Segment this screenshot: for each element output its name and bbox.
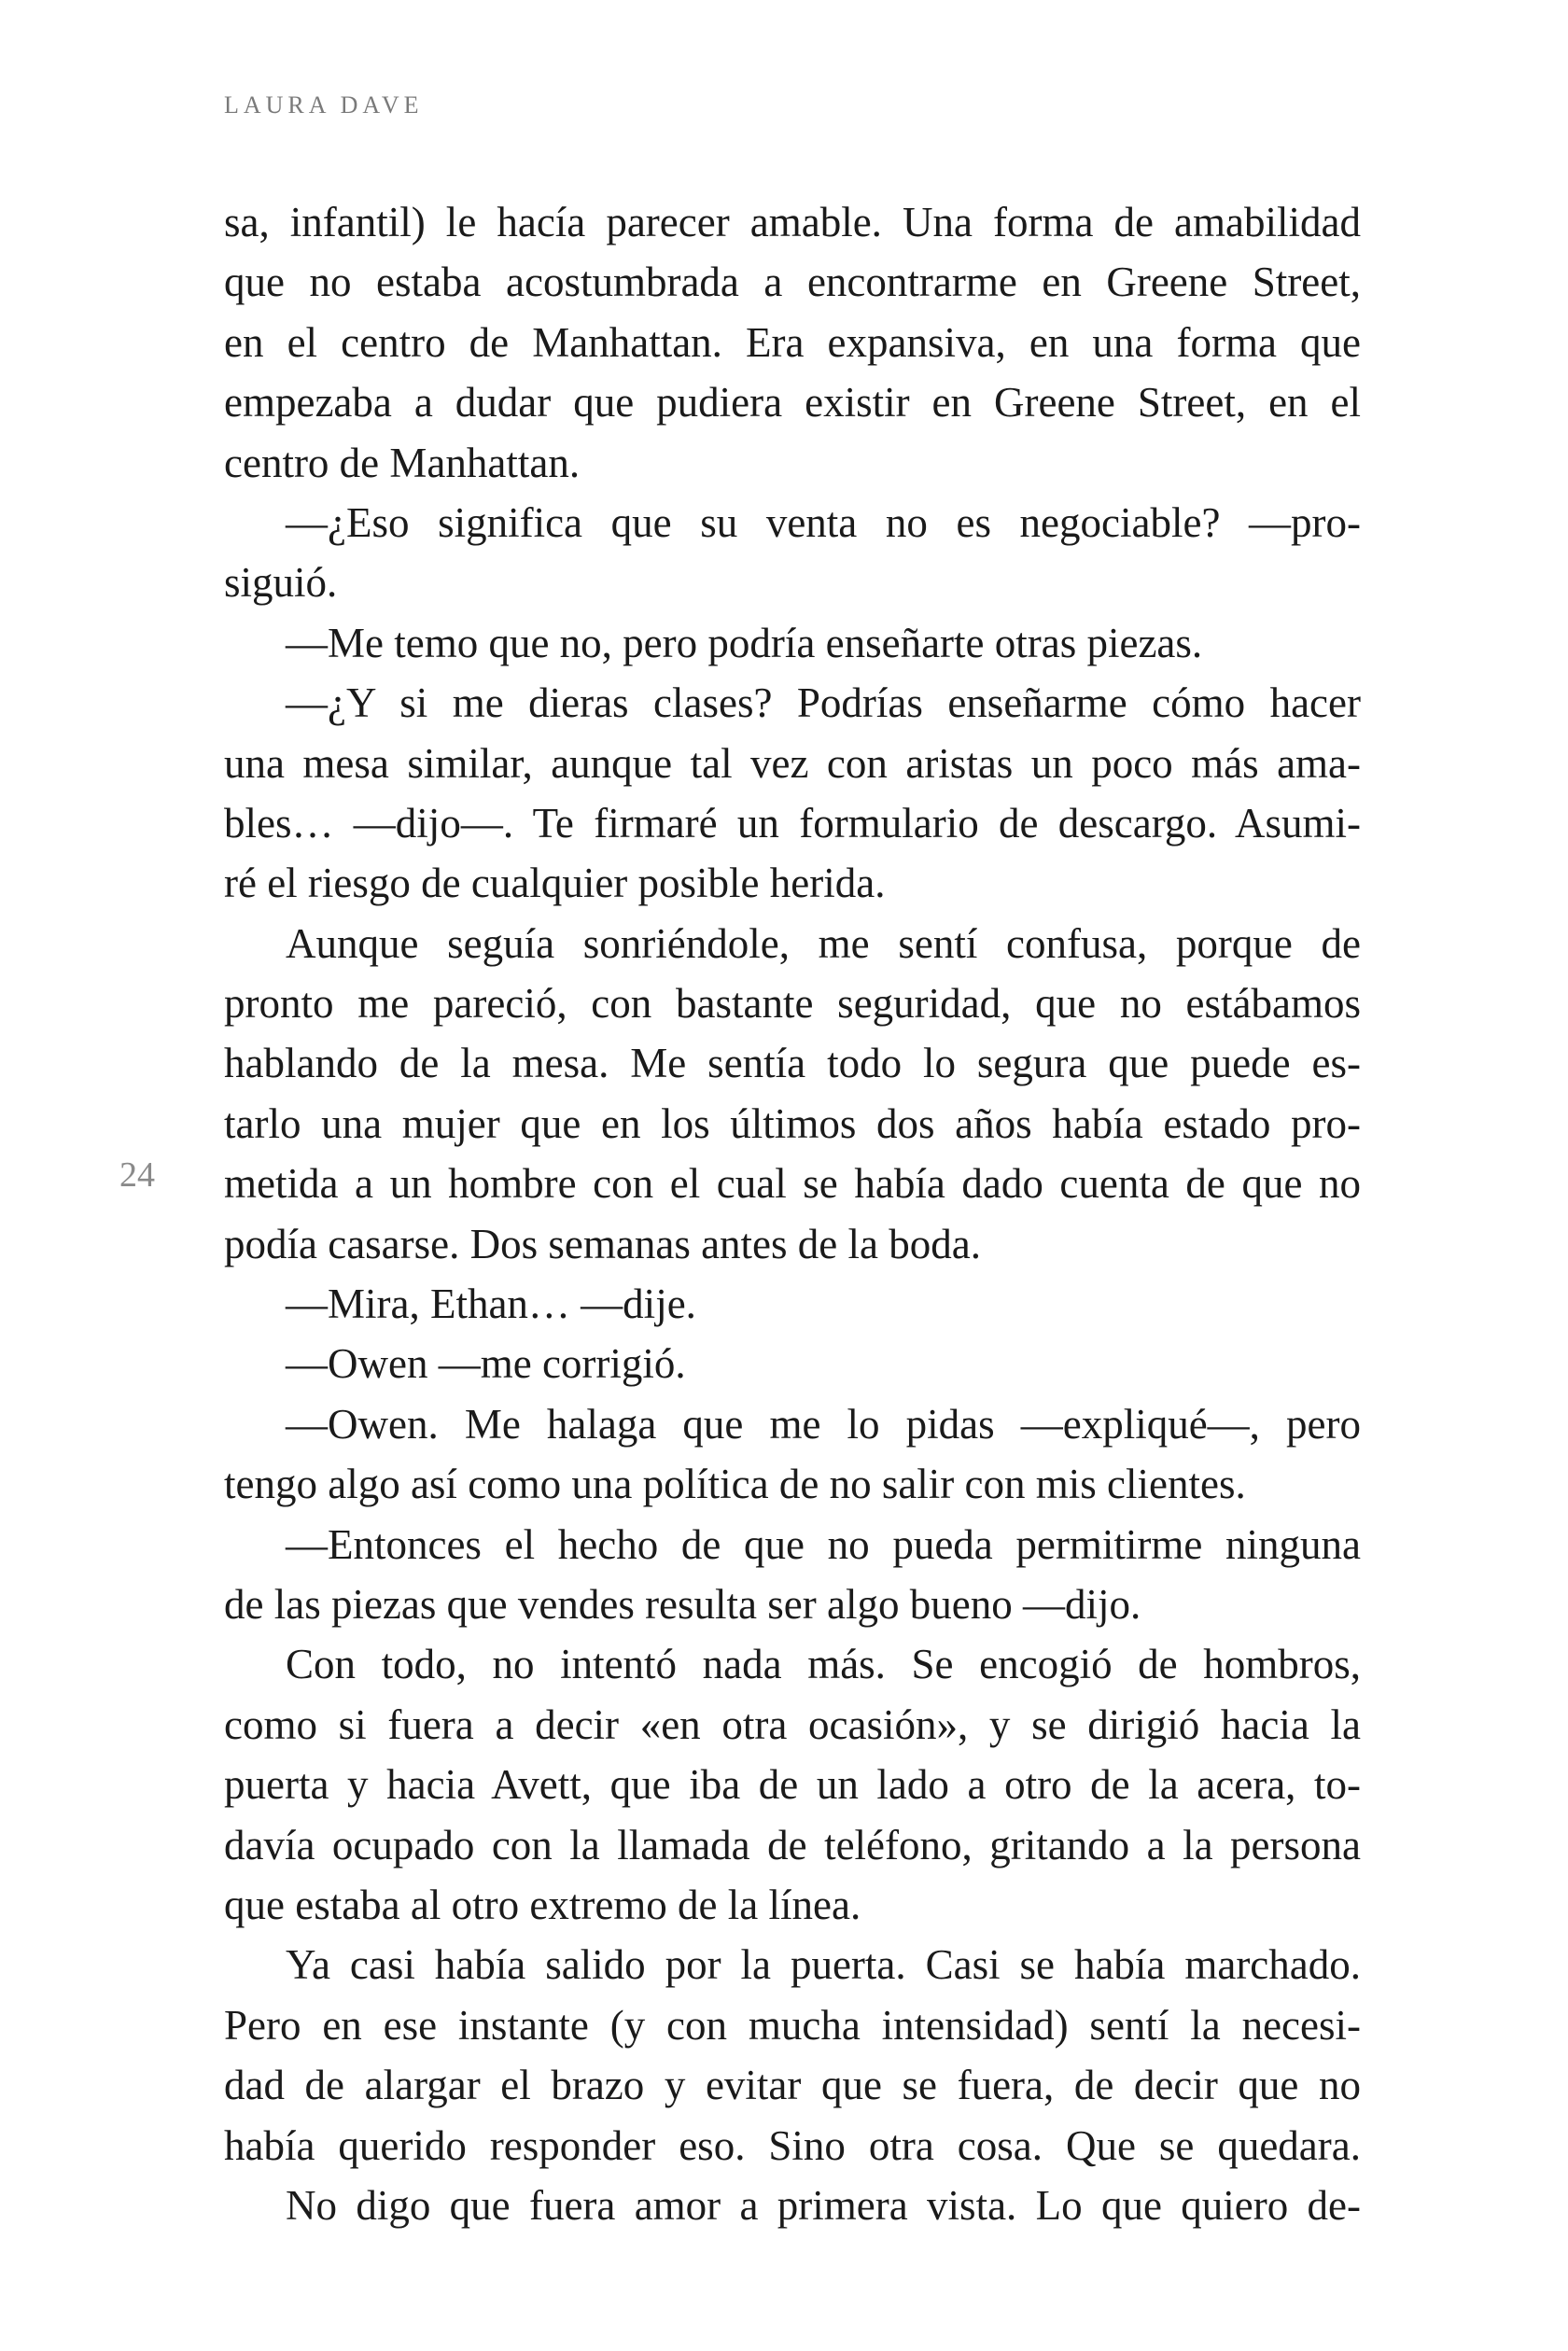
text-line: bles… —dijo—. Te firmaré un formulario de descargo. Asumi- [224,799,1361,847]
text-line: —Entonces el hecho de que no pueda permitirme ninguna [286,1520,1361,1568]
text-line: —¿Eso significa que su venta no es negociable? —pro- [286,498,1361,546]
page-number: 24 [119,1155,155,1195]
text-line: Aunque seguía sonriéndole, me sentí confusa, porque de [286,919,1361,967]
text-line: metida a un hombre con el cual se había dado cuenta de que no [224,1160,1361,1208]
text-line: centro de Manhattan. [224,439,581,486]
text-line: sa, infantil) le hacía parecer amable. Una forma de amabilidad [224,199,1361,245]
text-line: siguió. [224,559,338,607]
text-line: dad de alargar el brazo y evitar que se fuera, de decir que no [224,2062,1361,2109]
text-line: tarlo una mujer que en los últimos dos años había estado pro- [224,1099,1361,1147]
body-text [224,192,1361,2235]
text-line: —Me temo que no, pero podría enseñarte otras piezas. [286,619,1203,666]
text-line: empezaba a dudar que pudiera existir en Greene Street, en el [224,379,1361,427]
text-line: puerta y hacia Avett, que iba de un lado a otro de la acera, to- [224,1761,1361,1809]
text-line: en el centro de Manhattan. Era expansiva, en una forma que [224,318,1361,366]
text-line: podía casarse. Dos semanas antes de la boda. [224,1220,981,1267]
text-line: No digo que fuera amor a primera vista. Lo que quiero de- [286,2181,1361,2229]
text-line: —Owen. Me halaga que me lo pidas —expliqué—, pero [286,1400,1361,1448]
text-line: una mesa similar, aunque tal vez con aristas un poco más ama- [224,739,1361,787]
text-line: que estaba al otro extremo de la línea. [224,1881,861,1928]
running-head-author: LAURA DAVE [224,91,424,119]
text-line: —Owen —me corrigió. [286,1340,686,1388]
text-line: pronto me pareció, con bastante seguridad, que no estábamos [224,980,1361,1028]
text-line: davía ocupado con la llamada de teléfono, gritando a la persona [224,1821,1361,1868]
text-line: había querido responder eso. Sino otra cosa. Que se quedara. [224,2121,1361,2169]
text-line: de las piezas que vendes resulta ser algo bueno —dijo. [224,1580,1141,1628]
text-line: Con todo, no intentó nada más. Se encogió de hombros, [286,1641,1361,1688]
text-line: —Mira, Ethan… —dije. [286,1280,696,1328]
text-line: hablando de la mesa. Me sentía todo lo segura que puede es- [224,1040,1361,1087]
text-line: como si fuera a decir «en otra ocasión», y se dirigió hacia la [224,1700,1361,1748]
text-line: Pero en ese instante (y con mucha intensidad) sentí la necesi- [224,2001,1361,2049]
text-line: ré el riesgo de cualquier posible herida. [224,860,886,907]
text-line: tengo algo así como una política de no salir con mis clientes. [224,1461,1246,1508]
text-line: —¿Y si me dieras clases? Podrías enseñarme cómo hacer [286,679,1361,727]
text-line: Ya casi había salido por la puerta. Casi se había marchado. [286,1941,1361,1989]
text-line: que no estaba acostumbrada a encontrarme en Greene Street, [224,259,1361,306]
